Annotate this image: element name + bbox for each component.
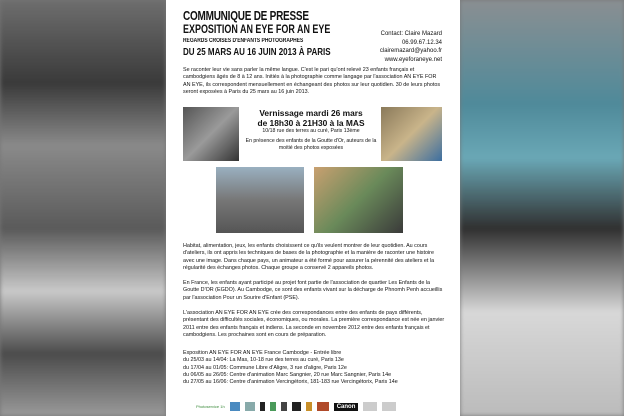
photo-railway [216, 167, 304, 233]
vernissage-address: 10/18 rue des terres au curé, Paris 13ème [262, 128, 360, 134]
contact-name: Contact: Claire Mazard [380, 31, 442, 37]
photo-cambodia-children [314, 167, 403, 233]
contact-block [380, 30, 442, 64]
document-title: COMMUNIQUE DE PRESSE [183, 9, 309, 23]
paragraph-participants: En France, les enfants ayant participé au projet font partie de l'association de quartier Les Enfants de la Goutte D'OR (EGDO). Au Cambodge, ce sont des enfants vivant sur la décharge de Phnomh Penh accueillis par l'association Pour un Sourire d'Enfant (PSE). [183, 280, 443, 301]
intro-paragraph: Se raconter leur vie sans parler la même langue. C'est le pari qu'ont relevé 23 enfants français et cambodgiens âgés de 8 à 12 ans. Initiés à la photographie comme langage par l'association AN EYE FOR AN EYE, ils correspondent mensuellement en échangeant des photos sur leur quotidien. 30 de leurs photos seront exposées à Paris du 25 mars au 16 juin 2013. [183, 67, 441, 95]
sponsor-logo [382, 402, 396, 411]
sponsor-logo [245, 402, 255, 411]
contact-phone: 06.99.67.12.34 [401, 39, 442, 46]
schedule-heading: Exposition AN EYE FOR AN EYE France Cambodge - Entrée libre [183, 350, 342, 356]
exhibition-dates: DU 25 MARS AU 16 JUIN 2013 À PARIS [183, 47, 331, 58]
background-photo-left [0, 0, 166, 416]
sponsor-logo [363, 402, 377, 411]
sponsor-logo [260, 402, 265, 411]
schedule-item: du 06/05 au 26/05: Centre d'animation Marc Sangnier, 20 rue Marc Sangnier, Paris 14e [183, 371, 392, 378]
exhibition-title: EXPOSITION AN EYE FOR AN EYE [183, 24, 331, 36]
sponsor-logo [292, 402, 301, 411]
tagline: REGARDS CROISES D'ENFANTS PHOTOGRAPHES [183, 38, 304, 44]
sponsor-logo [270, 402, 276, 411]
photoservice-logo: Photoservice 1h [196, 404, 225, 409]
schedule-item: du 25/03 au 14/04: La Mas, 10-18 rue des terres au curé, Paris 13e [183, 357, 344, 364]
schedule-list [183, 350, 445, 386]
canon-logo: Canon [334, 403, 359, 411]
photo-children-cameras [183, 107, 239, 161]
sponsor-logos [196, 402, 396, 411]
sponsor-logo [306, 402, 312, 411]
background-photo-right [460, 0, 624, 416]
schedule-item: du 27/05 au 16/06: Centre d'animation Vercingétorix, 181-183 rue Vercingétorix, Paris 14e [183, 379, 398, 386]
paragraph-workshops: Habitat, alimentation, jeux, les enfants choisissent ce qu'ils veulent montrer de leur quotidien. Au cours d'ateliers, ils ont appris les techniques de bases de la photographie et la manière de raconter une histoire avec une image. Dans chaque pays, un animateur a été formé pour assurer la pérennité des ateliers et la régularité des échanges photos. Chaque groupe a conservé 2 appareils photos. [183, 243, 435, 271]
sponsor-logo [230, 402, 240, 411]
schedule-item: du 17/04 au 01/05: Commune Libre d'Aligre, 3 rue d'aligre, Paris 12e [183, 364, 347, 371]
sponsor-logo [317, 402, 329, 411]
vernissage-date: Vernissage mardi 26 mars [259, 108, 363, 118]
paragraph-association: L'association AN EYE FOR AN EYE crée des correspondances entre des enfants de pays différents, présentant des difficultés sociales, économiques, ou morales. La première correspondance est née en janvier 2011 entre des enfants français et indiens. La seconde en novembre 2012 entre des enfants français et cambodgiens. Les prochaines sont en cours de préparation. [183, 310, 445, 338]
vernissage-note: En présence des enfants de la Goutte d'Or, auteurs de la moitié des photos exposées [245, 138, 377, 151]
press-release-document [166, 0, 460, 416]
sponsor-logo [281, 402, 287, 411]
contact-email[interactable]: clairemazard@yahoo.fr [379, 48, 442, 54]
contact-website[interactable]: www.eyeforaneye.net [384, 56, 442, 63]
vernissage-block [244, 108, 378, 152]
vernissage-time: de 18h30 à 21H30 à la MAS [257, 118, 365, 128]
photo-child-frame [381, 107, 442, 161]
